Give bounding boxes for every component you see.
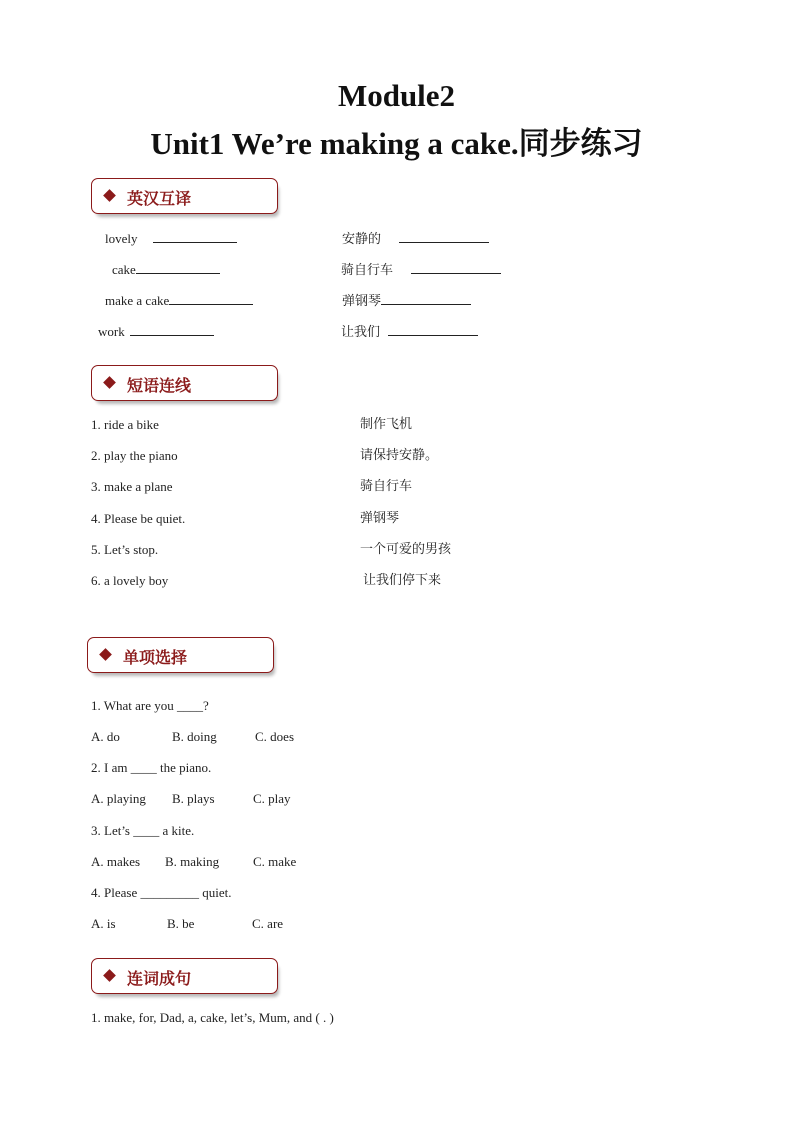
answer-blank[interactable] [399,230,489,243]
section-title: 单项选择 [123,648,188,667]
diamond-icon [99,648,112,661]
sentence-item: 1. make, for, Dad, a, cake, let’s, Mum, and ( . ) [91,1010,334,1025]
translate-item: 弹钢琴 [342,292,471,310]
choice-option-b[interactable]: B. making [165,854,220,869]
choice-option-a[interactable]: A. do [91,729,120,744]
choice-option-c[interactable]: C. make [253,854,297,869]
matching-right-item: 弹钢琴 [360,511,400,526]
translate-item: 骑自行车 [341,261,501,279]
answer-blank[interactable] [388,323,478,336]
translate-item: 安静的 [342,230,489,248]
choice-question: 4. Please _________ quiet. [91,885,232,900]
section-header-choice [87,637,274,673]
section-title: 英汉互译 [127,189,192,208]
section-title: 连词成句 [127,969,192,988]
choice-question: 3. Let’s ____ a kite. [91,823,195,838]
translate-item: make a cake [105,292,253,309]
matching-left-item: 6. a lovely boy [91,573,169,588]
diamond-icon [103,376,116,389]
answer-blank[interactable] [153,230,237,243]
translate-item: lovely [105,230,237,247]
matching-right-item: 让我们停下来 [363,573,442,588]
section-title: 短语连线 [127,376,192,395]
answer-blank[interactable] [169,292,253,305]
page-subtitle: Unit1 We’re making a cake.同步练习 [150,126,643,161]
answer-blank[interactable] [381,292,471,305]
matching-right-item: 一个可爱的男孩 [360,542,452,557]
choice-question: 2. I am ____ the piano. [91,760,212,775]
matching-left-item: 3. make a plane [91,479,173,494]
answer-blank[interactable] [130,323,214,336]
choice-option-a[interactable]: A. makes [91,854,141,869]
choice-option-b[interactable]: B. plays [172,791,215,806]
matching-right-item: 骑自行车 [360,479,413,494]
matching-right-item: 制作飞机 [360,417,413,432]
choice-question: 1. What are you ____? [91,698,209,713]
matching-left-item: 2. play the piano [91,448,178,463]
section-header-translate [91,178,278,214]
choice-option-a[interactable]: A. playing [91,791,146,806]
translate-item: work [98,323,214,340]
matching-right-item: 请保持安静。 [360,448,439,463]
page-title: Module2 [337,78,456,113]
section-header-sentence [91,958,278,994]
matching-left-item: 5. Let’s stop. [91,542,159,557]
choice-option-b[interactable]: B. be [167,916,195,931]
answer-blank[interactable] [411,261,501,274]
choice-option-c[interactable]: C. play [253,791,291,806]
diamond-icon [103,969,116,982]
translate-item: 让我们 [341,323,478,341]
answer-blank[interactable] [136,261,220,274]
diamond-icon [103,189,116,202]
choice-option-a[interactable]: A. is [91,916,116,931]
matching-left-item: 4. Please be quiet. [91,511,186,526]
choice-option-b[interactable]: B. doing [172,729,217,744]
section-header-matching [91,365,278,401]
translate-item: cake [112,261,220,278]
matching-left-item: 1. ride a bike [91,417,159,432]
choice-option-c[interactable]: C. are [252,916,284,931]
choice-option-c[interactable]: C. does [255,729,294,744]
